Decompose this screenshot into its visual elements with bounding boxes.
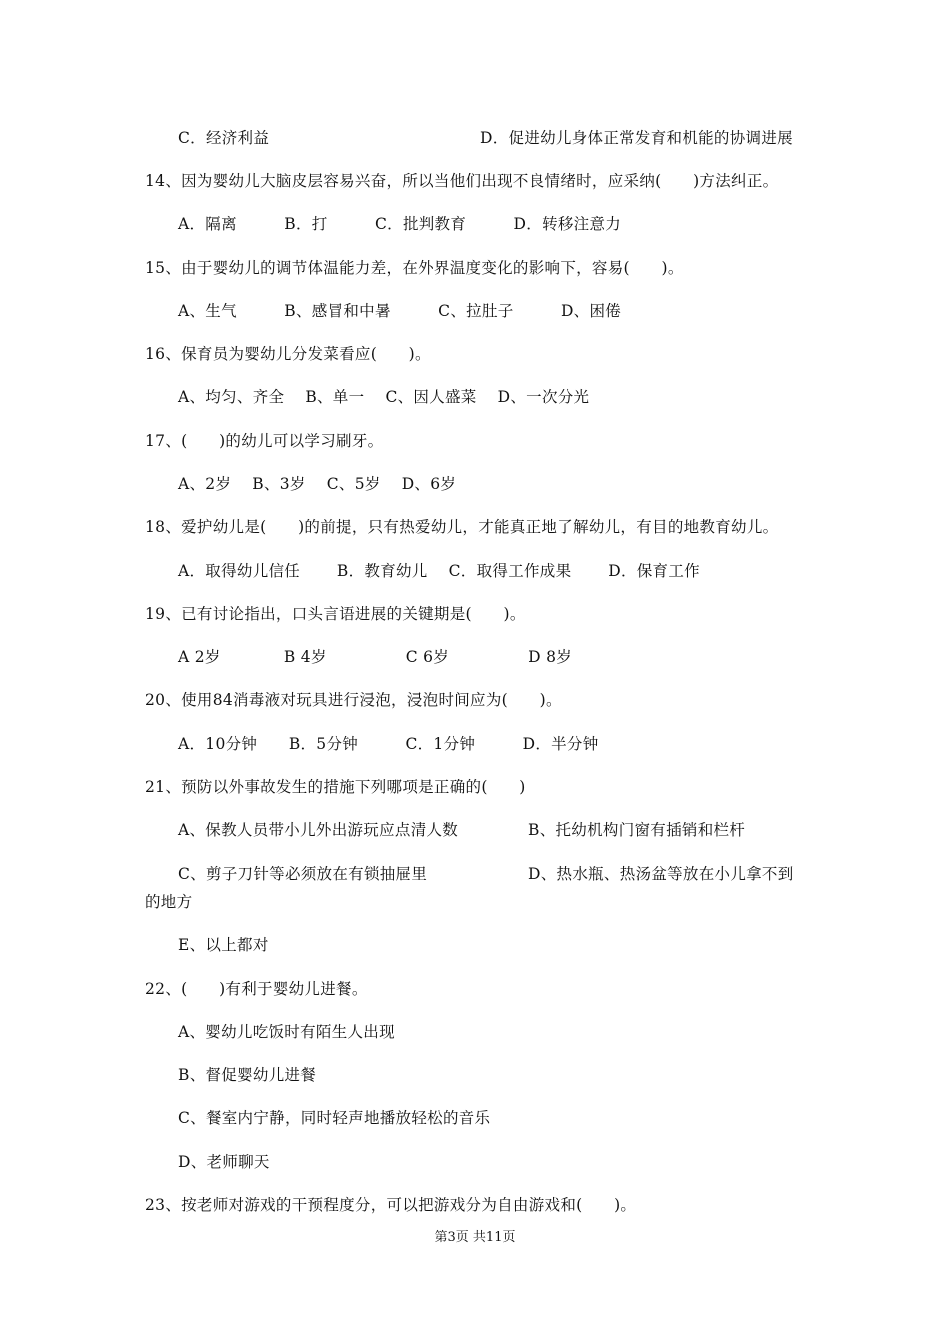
q22-option-b: B、督促婴幼儿进餐 xyxy=(178,1066,317,1084)
q21-option-b: B、托幼机构门窗有插销和栏杆 xyxy=(528,821,746,839)
q21-option-c: C、剪子刀针等必须放在有锁抽屉里 xyxy=(178,865,428,883)
q20-options: A．10分钟 B．5分钟 C．1分钟 D．半分钟 xyxy=(178,735,599,753)
q19-options: A 2岁 B 4岁 C 6岁 D 8岁 xyxy=(178,648,573,666)
q14-stem: 14、因为婴幼儿大脑皮层容易兴奋，所以当他们出现不良情绪时，应采纳( )方法纠正。 xyxy=(145,172,779,190)
q17-options: A、2岁 B、3岁 C、5岁 D、6岁 xyxy=(178,475,457,493)
q22-option-a: A、婴幼儿吃饭时有陌生人出现 xyxy=(178,1023,395,1041)
q15-options: A、生气 B、感冒和中暑 C、拉肚子 D、困倦 xyxy=(178,302,622,320)
q13-option-c: C．经济利益 xyxy=(178,129,270,147)
q21-option-d: D、热水瓶、热汤盆等放在小儿拿不到 xyxy=(528,865,794,883)
q22-stem: 22、( )有利于婴幼儿进餐。 xyxy=(145,980,368,998)
page-footer: 第3页 共11页 xyxy=(434,1230,516,1245)
q16-options: A、均匀、齐全 B、单一 C、因人盛菜 D、一次分光 xyxy=(178,388,590,406)
q22-option-d: D、老师聊天 xyxy=(178,1153,270,1171)
q18-options: A．取得幼儿信任 B．教育幼儿 C．取得工作成果 D．保育工作 xyxy=(178,562,700,580)
q17-stem: 17、( )的幼儿可以学习刷牙。 xyxy=(145,432,384,450)
q18-stem: 18、爱护幼儿是( )的前提，只有热爱幼儿，才能真正地了解幼儿，有目的地教育幼儿。 xyxy=(145,518,779,536)
q20-stem: 20、使用84消毒液对玩具进行浸泡，浸泡时间应为( )。 xyxy=(145,691,562,709)
q14-options: A．隔离 B．打 C．批判教育 D．转移注意力 xyxy=(178,215,622,233)
q23-stem: 23、按老师对游戏的干预程度分，可以把游戏分为自由游戏和( )。 xyxy=(145,1196,637,1214)
q19-stem: 19、已有讨论指出，口头言语进展的关键期是( )。 xyxy=(145,605,526,623)
q21-stem: 21、预防以外事故发生的措施下列哪项是正确的( ) xyxy=(145,778,526,796)
q21-option-e: E、以上都对 xyxy=(178,936,269,954)
q21-option-a: A、保教人员带小儿外出游玩应点清人数 xyxy=(178,821,459,839)
q13-option-d: D．促进幼儿身体正常发育和机能的协调进展 xyxy=(480,129,793,147)
q21-option-d-continued: 的地方 xyxy=(145,893,193,911)
q16-stem: 16、保育员为婴幼儿分发菜看应( )。 xyxy=(145,345,431,363)
q15-stem: 15、由于婴幼儿的调节体温能力差，在外界温度变化的影响下，容易( )。 xyxy=(145,259,684,277)
q22-option-c: C、餐室内宁静，同时轻声地播放轻松的音乐 xyxy=(178,1109,491,1127)
